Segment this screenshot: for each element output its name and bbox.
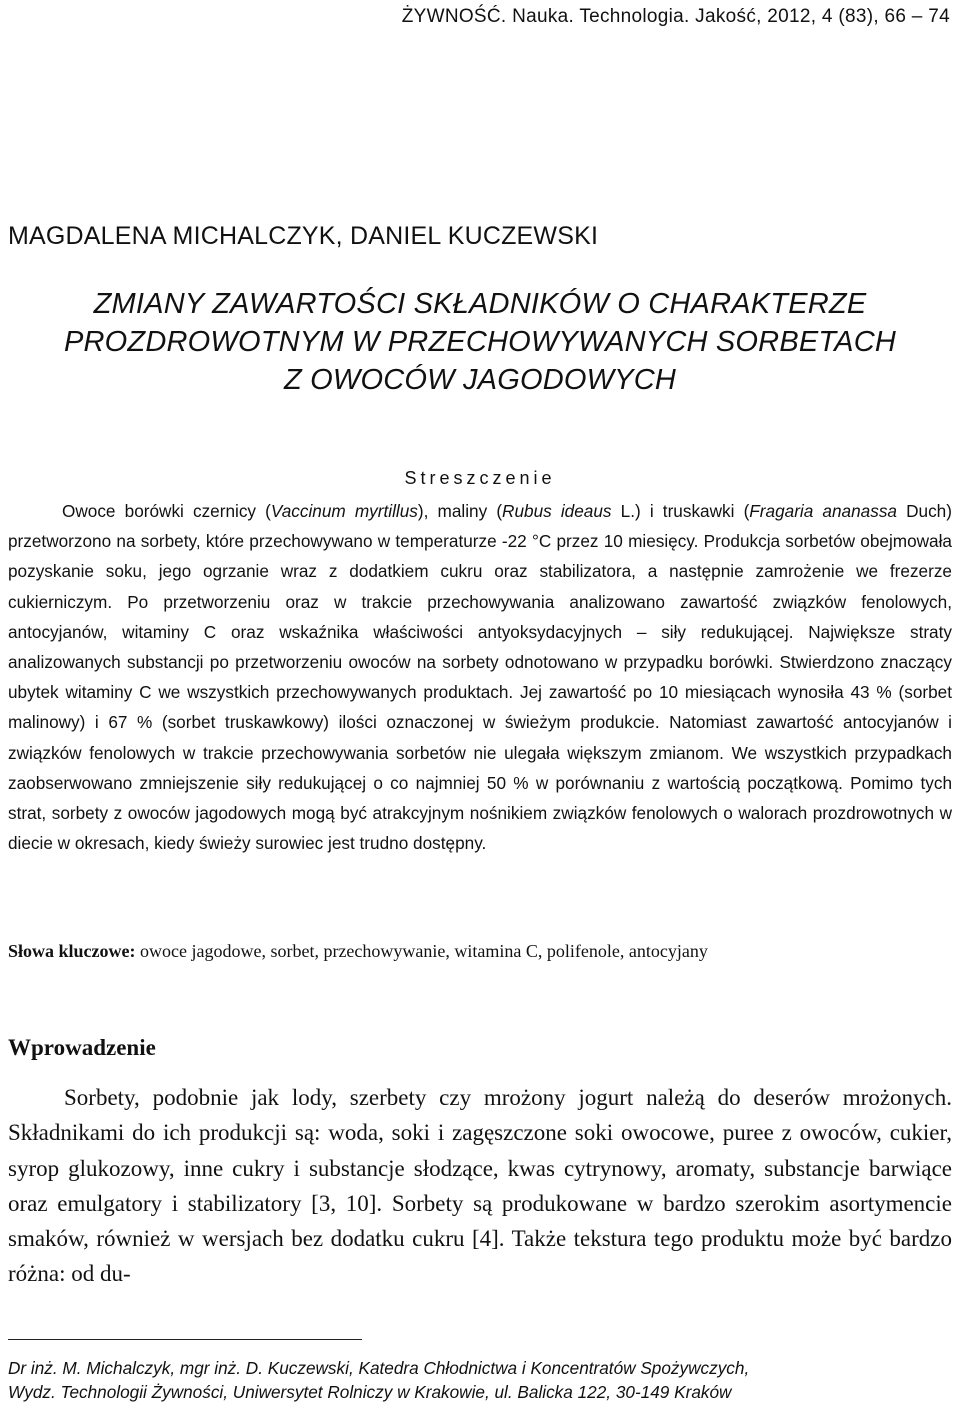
species-name: Vaccinum myrtillus (270, 501, 418, 521)
abstract-text: ), maliny ( (417, 501, 503, 521)
authors: MAGDALENA MICHALCZYK, DANIEL KUCZEWSKI (8, 222, 599, 250)
keywords (8, 941, 952, 962)
keywords-label: Słowa kluczowe: (8, 941, 136, 961)
footnote (8, 1356, 952, 1404)
section-heading: Wprowadzenie (8, 1035, 156, 1060)
title-line: Z OWOCÓW JAGODOWYCH (283, 364, 677, 396)
footnote-line: Dr inż. M. Michalczyk, mgr inż. D. Kuczewski, Katedra Chłodnictwa i Koncentratów Spożywczych, (8, 1358, 750, 1378)
species-name: Fragaria ananassa (749, 501, 897, 521)
journal-header: ŻYWNOŚĆ. Nauka. Technologia. Jakość, 2012, 4 (83), 66 – 74 (401, 6, 950, 27)
intro-paragraph: Sorbety, podobnie jak lody, szerbety czy mrożony jogurt należą do deserów mrożonych. Składnikami do ich produkcji są: woda, soki i zagęszczone soki owocowe, puree z owoców, cukier, syrop glukozowy, inne cukry i substancje słodzące, kwas cytrynowy, aromaty, substancje barwiące oraz emulgatory i stabilizatory [3, 10]. Sorbety są produkowane w bardzo szerokim asortymencie smaków, również w wersjach bez dodatku cukru [4]. Także tekstura tego produktu może być bardzo różna: od du- (8, 1085, 952, 1287)
title-line: ZMIANY ZAWARTOŚCI SKŁADNIKÓW O CHARAKTERZE (93, 288, 867, 320)
footnote-line: Wydz. Technologii Żywności, Uniwersytet Rolniczy w Krakowie, ul. Balicka 122, 30-149 Kraków (8, 1382, 732, 1402)
title-line: PROZDROWOTNYM W PRZECHOWYWANYCH SORBETACH (63, 326, 896, 358)
abstract-text: Owoce borówki czernicy ( (62, 501, 271, 521)
intro-body (8, 1080, 952, 1292)
footnote-divider (8, 1339, 362, 1340)
abstract-paragraph (8, 496, 952, 858)
abstract-body (8, 496, 952, 858)
abstract-text: L.) i truskawki ( (611, 501, 750, 521)
abstract-heading: Streszczenie (404, 468, 556, 488)
abstract-text: Duch) przetworzono na sorbety, które przechowywano w temperaturze -22 °C przez 10 miesięcy. Produkcja sorbetów obejmowała pozyskanie soku, jego ogrzanie wraz z dodatkiem cukru oraz stabilizatora, a następnie zamrożenie we frezerze cukierniczym. Po przetworzeniu oraz w trakcie przechowywania analizowano zawartość związków fenolowych, antocyjanów, witaminy C oraz wskaźnika właściwości antyoksydacyjnych – siły redukującej. Największe straty analizowanych substancji po przetworzeniu owoców na sorbety odnotowano w przypadku borówki. Stwierdzono znaczący ubytek witaminy C we wszystkich przechowywanych produktach. Jej zawartość po 10 miesiącach wynosiła 43 % (sorbet malinowy) i 67 % (sorbet truskawkowy) ilości oznaczonej w świeżym produkcie. Natomiast zawartość antocyjanów i związków fenolowych w trakcie przechowywania sorbetów nie ulegała większym zmianom. We wszystkich przypadkach zaobserwowano zmniejszenie siły redukującej o co najmniej 50 % w porównaniu z wartością początkową. Pomimo tych strat, sorbety z owoców jagodowych mogą być atrakcyjnym nośnikiem związków fenolowych o walorach prozdrowotnych w diecie w okresach, kiedy świeży surowiec jest trudno dostępny. (8, 501, 952, 854)
species-name: Rubus ideaus (502, 501, 612, 521)
article-title (8, 285, 952, 399)
keywords-text: owoce jagodowe, sorbet, przechowywanie, witamina C, polifenole, antocyjany (135, 941, 708, 961)
